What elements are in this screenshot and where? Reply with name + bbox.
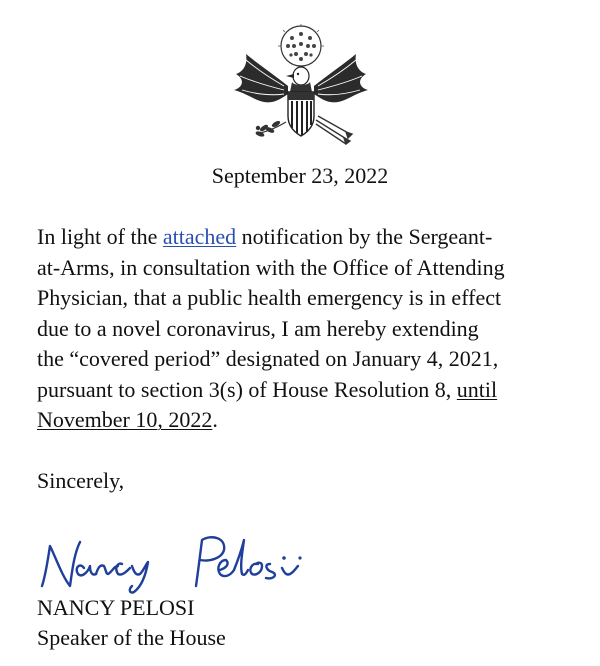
underlined-date: November 10, 2022 (37, 407, 213, 432)
body-text-segment: pursuant to section 3(s) of House Resolution 8, (37, 376, 457, 402)
body-line-7 (37, 405, 577, 436)
body-line-3: Physician, that a public health emergency is in effect (37, 285, 502, 310)
attached-link[interactable]: attached (162, 224, 237, 249)
body-line-5: the “covered period” designated on January 4, 2021, (37, 346, 499, 371)
signer-name: NANCY PELOSI (37, 595, 195, 620)
body-line-2: at-Arms, in consultation with the Office of Attending (37, 254, 505, 280)
letter-date: September 23, 2022 (211, 163, 389, 188)
body-line-1 (37, 222, 577, 253)
underlined-text: until (456, 376, 498, 402)
letter-body (37, 222, 577, 436)
closing: Sincerely, (37, 468, 125, 493)
great-seal-icon (228, 24, 374, 150)
body-text-segment: . (212, 407, 218, 432)
body-line-4: due to a novel coronavirus, I am hereby extending (37, 315, 479, 341)
body-text-segment: In light of the (37, 224, 163, 249)
body-text-segment: notification by the Sergeant- (236, 224, 493, 249)
body-line-6 (37, 375, 577, 406)
signature (36, 528, 306, 596)
signer-title: Speaker of the House (37, 625, 226, 650)
